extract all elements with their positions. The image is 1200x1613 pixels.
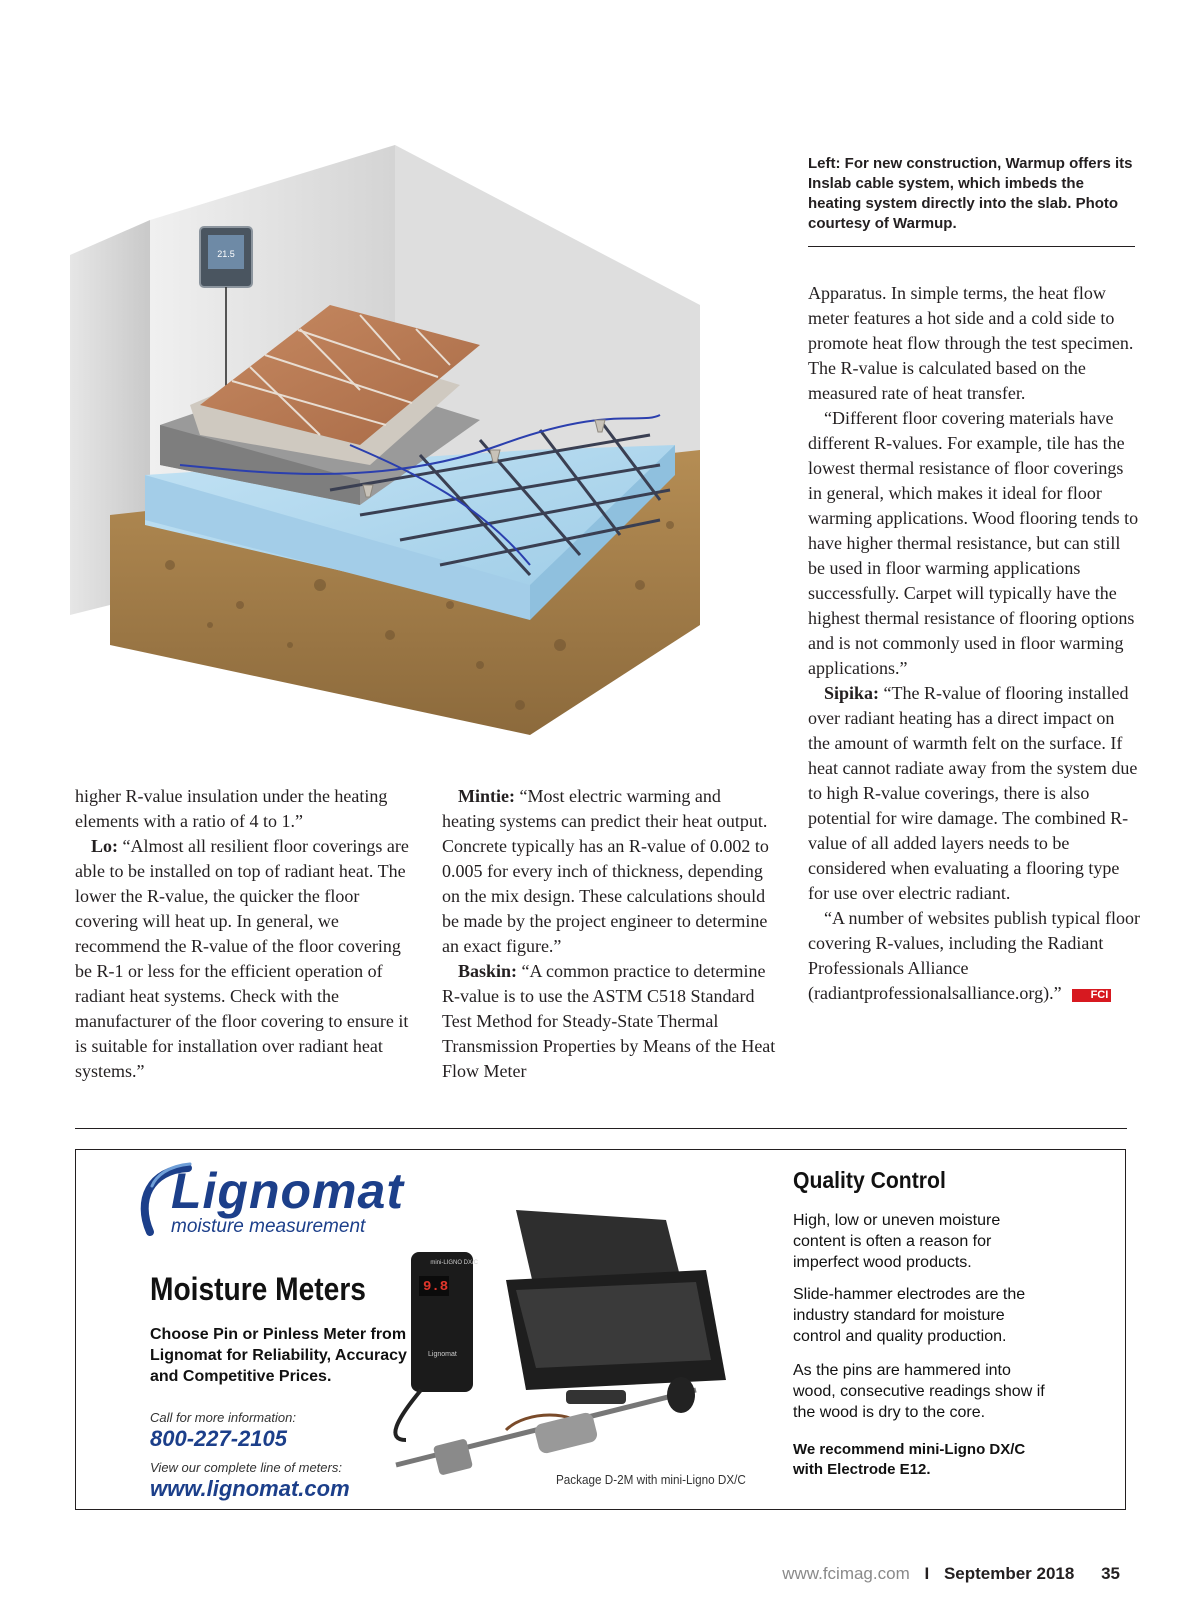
speaker-lo: Lo: (91, 836, 118, 856)
section-divider (75, 1128, 1127, 1129)
view-label: View our complete line of meters: (150, 1460, 342, 1475)
moisture-meter-products (376, 1190, 756, 1480)
col2-paragraph-2 (442, 959, 777, 1084)
col3-paragraph-4 (808, 906, 1140, 1006)
quality-paragraph-4: We recommend mini-Ligno DX/C with Electrode E12. (793, 1441, 1026, 1478)
brand-tagline: moisture measurement (171, 1216, 366, 1237)
meter-model-label: mini-LIGNO DX/C (430, 1260, 478, 1266)
page-footer (700, 1563, 1120, 1585)
col3-paragraph-1: Apparatus. In simple terms, the heat flow meter features a hot side and a cold side to promote heat flow through the test specimen. The R-value is calculated based on the measured rate of heat transfer. (808, 283, 1134, 403)
footer-date: September 2018 (943, 1564, 1075, 1583)
caption-divider (808, 246, 1135, 247)
svg-text:Lignomat: Lignomat (428, 1351, 457, 1358)
fci-end-mark: FCI (1072, 989, 1112, 1002)
col1-paragraph-2-text: “Almost all resilient floor coverings are able to be installed on top of radiant heat. The lower the R-value, the quicker the floor covering will heat up. In general, we recommend the R-value of the floor covering be R-1 or less for the efficient operation of radiant heat systems. Check with the manufacturer of the floor covering to ensure it is suitable for installation over radiant heat systems.” (75, 836, 409, 1081)
meter-reading: 9.8 (423, 1279, 449, 1295)
article-column-3 (808, 281, 1140, 1006)
col3-paragraph-4-text: “A number of websites publish typical floor covering R-values, including the Radiant Professionals Alliance (radiantprofessionalsalliance.org).” (808, 908, 1140, 1003)
quality-paragraph-2: Slide-hammer electrodes are the industry standard for moisture control and quality production. (793, 1286, 1026, 1345)
col2-paragraph-1-text: “Most electric warming and heating systems can predict their heat output. Concrete typically has an R-value of 0.002 to 0.005 for every inch of thickness, depending on the mix design. These calculations should be made by the project engineer to determine an exact figure.” (442, 786, 769, 956)
article-column-1 (75, 784, 410, 1084)
footer-website[interactable]: www.fcimag.com (782, 1564, 910, 1583)
speaker-mintie: Mintie: (458, 786, 515, 806)
col2-paragraph-2-text: “A common practice to determine R-value is to use the ASTM C518 Standard Test Method for Steady-State Thermal Transmission Properties by Means of the Heat Flow Meter (442, 961, 776, 1081)
col3-paragraph-3 (808, 681, 1140, 906)
col2-paragraph-1 (442, 784, 777, 959)
ad-subhead: Choose Pin or Pinless Meter from Lignomat for Reliability, Accuracy and Competitive Prices. (150, 1326, 407, 1385)
col1-paragraph-1: higher R-value insulation under the heating elements with a ratio of 4 to 1.” (75, 786, 388, 831)
quality-control-title: Quality Control (793, 1167, 946, 1193)
col3-paragraph-3-text: “The R-value of flooring installed over radiant heating has a direct impact on the amount of warmth felt on the surface. If heat cannot radiate away from the system due to high R-value coverings, there is also potential for wire damage. The combined R-value of all added layers needs to be considered when evaluating a flooring type for use over electric radiant. (808, 683, 1138, 903)
package-caption: Package D-2M with mini-Ligno DX/C (556, 1472, 746, 1487)
quality-paragraph-3: As the pins are hammered into wood, consecutive readings show if the wood is dry to the core. (793, 1362, 1045, 1421)
phone-number[interactable]: 800-227-2105 (150, 1426, 288, 1451)
col1-paragraph-2 (75, 834, 410, 1084)
lignomat-advertisement[interactable] (75, 1149, 1126, 1510)
call-label: Call for more information: (150, 1410, 296, 1425)
floor-heating-cutaway-illustration (60, 145, 780, 745)
speaker-sipika: Sipika: (824, 683, 880, 703)
brand-name: Lignomat (171, 1163, 404, 1219)
carrying-case-icon (506, 1210, 726, 1404)
footer-separator: I (924, 1564, 930, 1583)
speaker-baskin: Baskin: (458, 961, 518, 981)
quality-paragraph-1: High, low or uneven moisture content is often a reason for imperfect wood products. (793, 1212, 1001, 1271)
col3-paragraph-2: “Different floor covering materials have different R-values. For example, tile has the lowest thermal resistance of floor coverings in general, which makes it ideal for floor warming applications. Wood flooring tends to have higher thermal resistance, but can still be used in floor warming applications successfully. Carpet will typically have the highest thermal resistance of flooring options and is not commonly used in floor warming applications.” (808, 408, 1139, 678)
ad-headline: Moisture Meters (150, 1271, 366, 1307)
photo-caption: Left: For new construction, Warmup offers its Inslab cable system, which imbeds the heating system directly into the slab. Photo courtesy of Warmup. (808, 155, 1133, 232)
page-number: 35 (1101, 1564, 1120, 1583)
article-column-2 (442, 784, 777, 1084)
svg-text:21.5: 21.5 (217, 249, 235, 259)
website-link[interactable]: www.lignomat.com (150, 1476, 350, 1501)
